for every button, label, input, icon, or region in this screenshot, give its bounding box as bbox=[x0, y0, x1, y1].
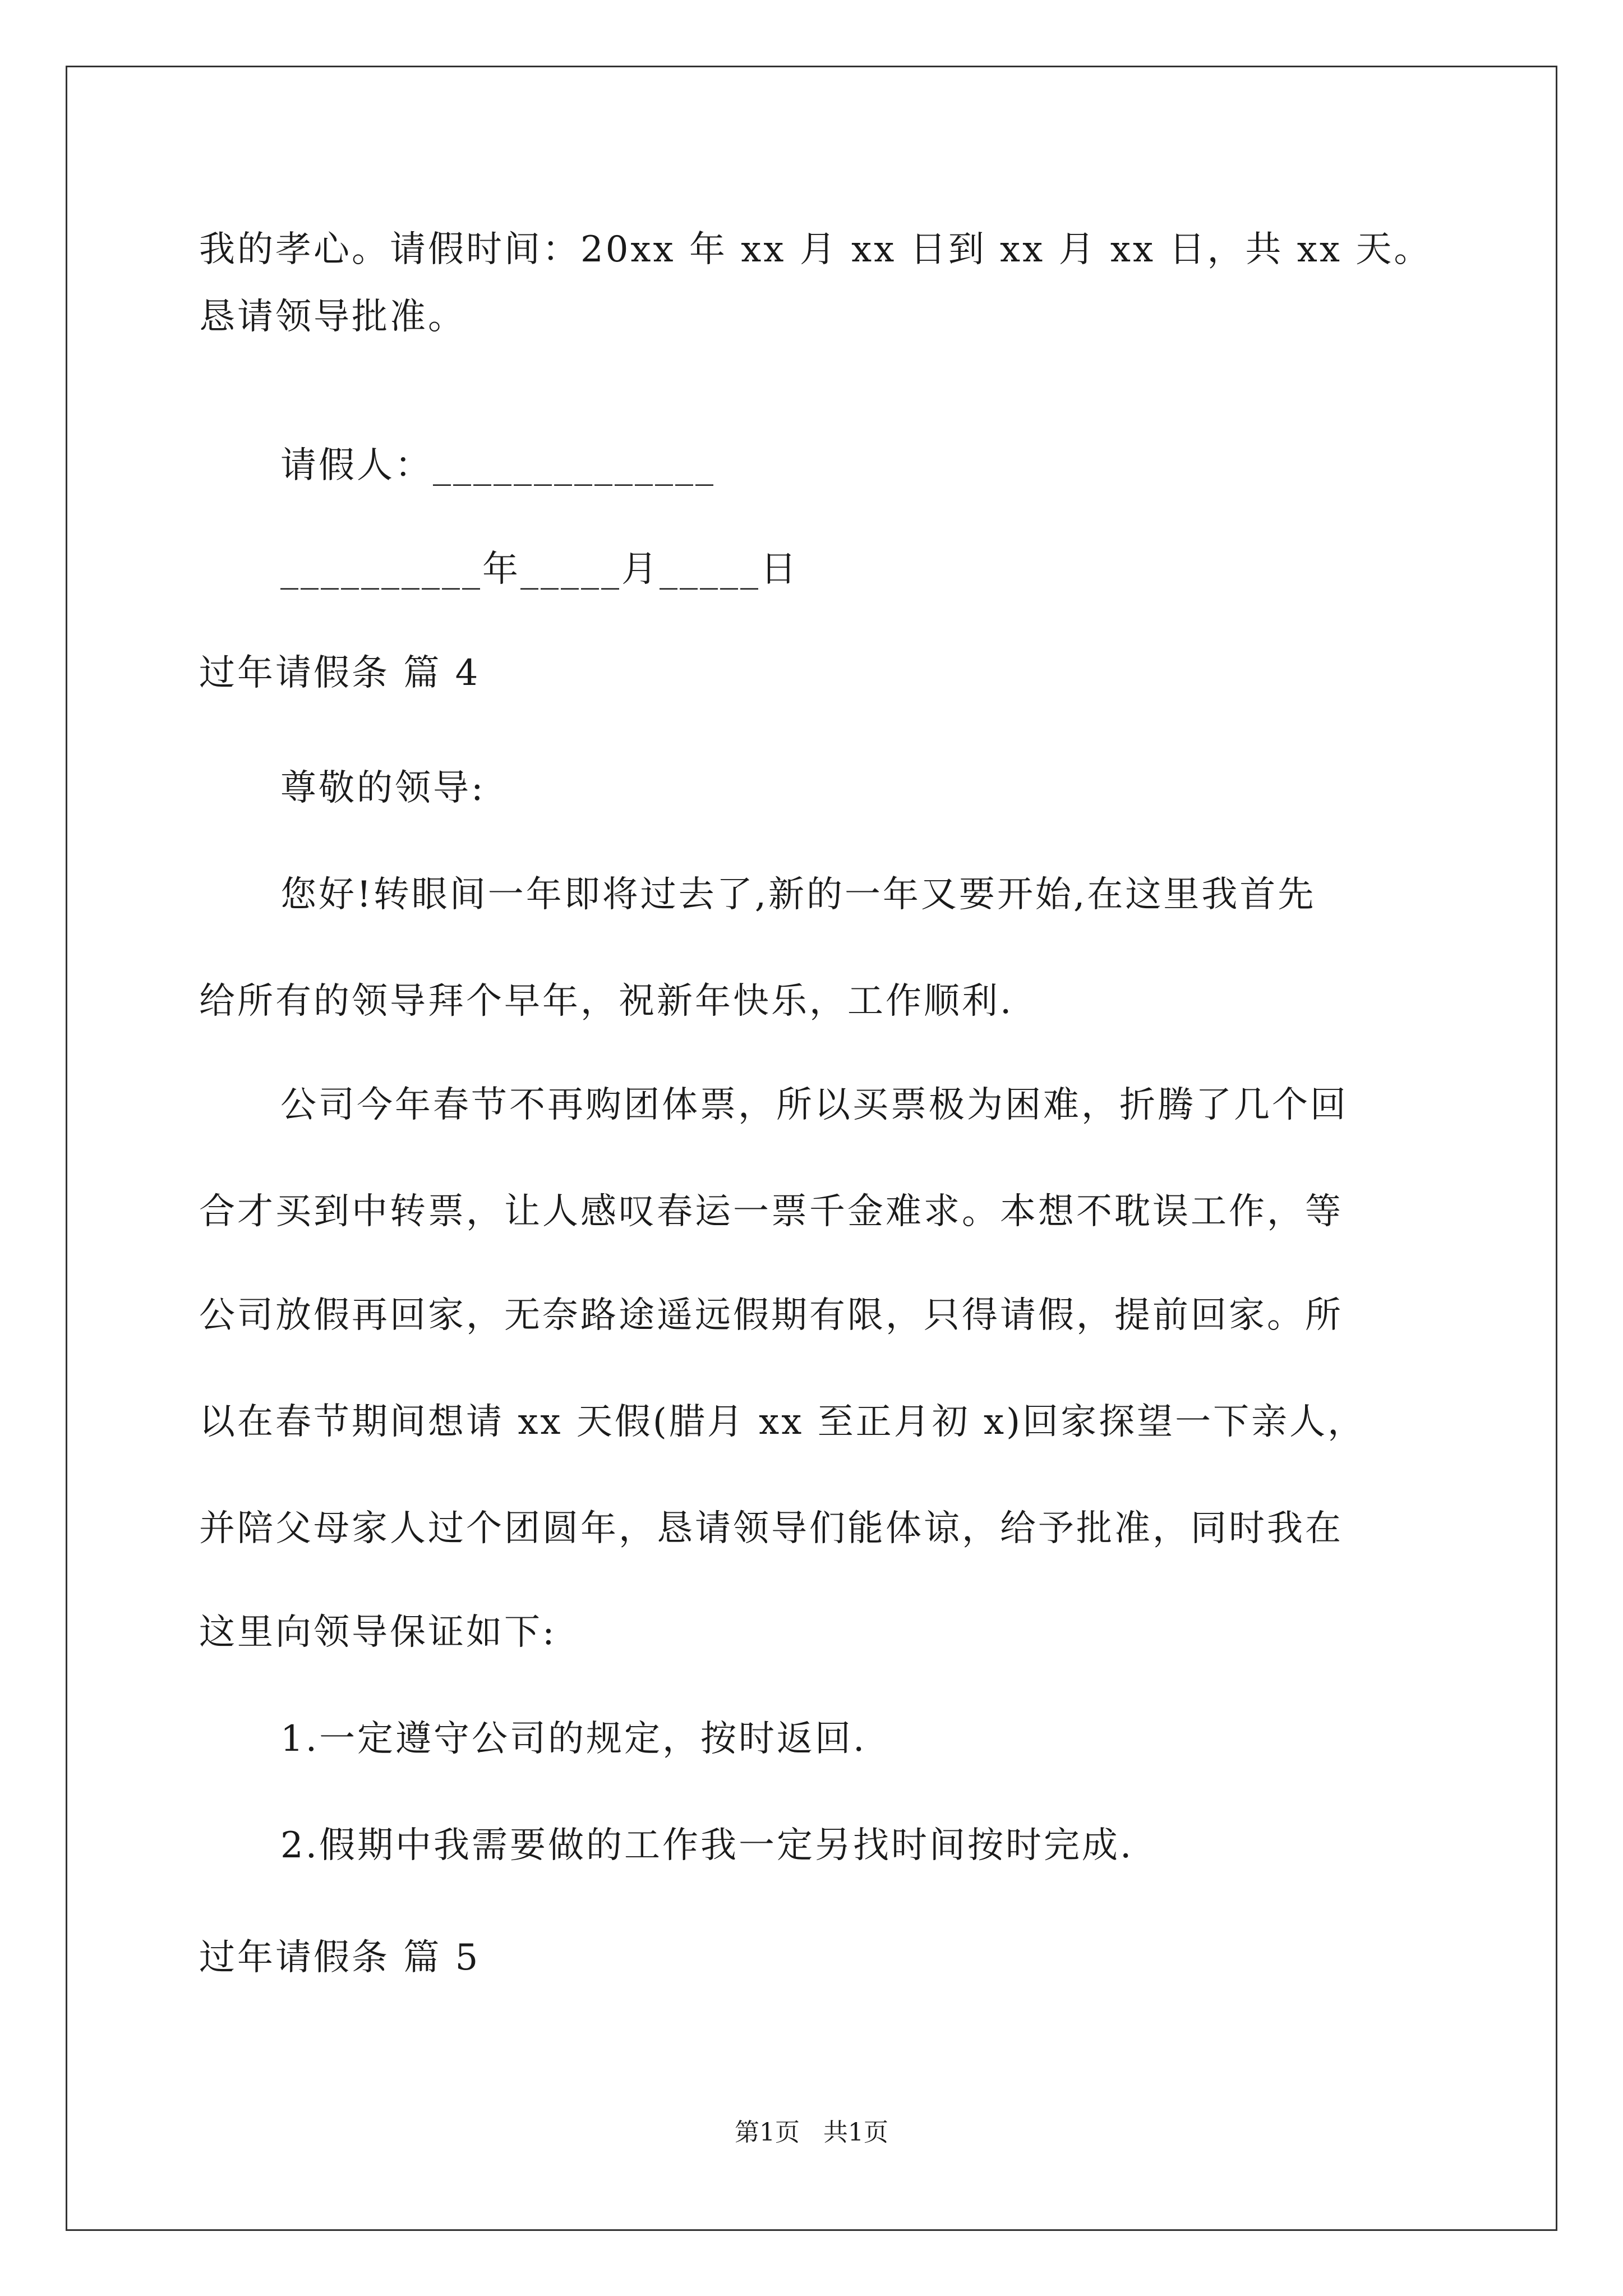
body-line-8: 以在春节期间想请 xx 天假(腊月 xx 至正月初 x)回家探望一下亲人， bbox=[199, 1401, 1366, 1443]
salutation: 尊敬的领导: bbox=[280, 767, 486, 809]
body-line-2: 恳请领导批准。 bbox=[199, 296, 466, 338]
body-line-1: 我的孝心。请假时间：20xx 年 xx 月 xx 日到 xx 月 xx 日，共 xx 天。 bbox=[199, 229, 1432, 270]
applicant-signature-line: 请假人：______________ bbox=[280, 445, 716, 486]
body-line-9: 并陪父母家人过个团圆年，恳请领导们能体谅，给予批准，同时我在 bbox=[199, 1508, 1343, 1549]
section-heading-5: 过年请假条 篇 5 bbox=[199, 1937, 481, 1978]
body-line-7: 公司放假再回家，无奈路途遥远假期有限，只得请假，提前回家。所 bbox=[199, 1295, 1343, 1336]
list-item-2: 2.假期中我需要做的工作我一定另找时间按时完成. bbox=[280, 1825, 1134, 1866]
body-line-3: 您好!转眼间一年即将过去了,新的一年又要开始,在这里我首先 bbox=[280, 874, 1316, 915]
date-blank-line: __________年_____月_____日 bbox=[280, 549, 799, 590]
body-line-4: 给所有的领导拜个早年，祝新年快乐，工作顺利. bbox=[199, 981, 1014, 1022]
section-heading-4: 过年请假条 篇 4 bbox=[199, 652, 481, 694]
page-frame bbox=[66, 66, 1557, 2231]
body-line-5: 公司今年春节不再购团体票，所以买票极为困难，折腾了几个回 bbox=[280, 1084, 1348, 1126]
page-footer: 第1页 共1页 bbox=[735, 2118, 888, 2147]
list-item-1: 1.一定遵守公司的规定，按时返回. bbox=[280, 1718, 867, 1760]
body-line-10: 这里向领导保证如下: bbox=[199, 1612, 557, 1653]
body-line-6: 合才买到中转票，让人感叹春运一票千金难求。本想不耽误工作，等 bbox=[199, 1191, 1343, 1232]
